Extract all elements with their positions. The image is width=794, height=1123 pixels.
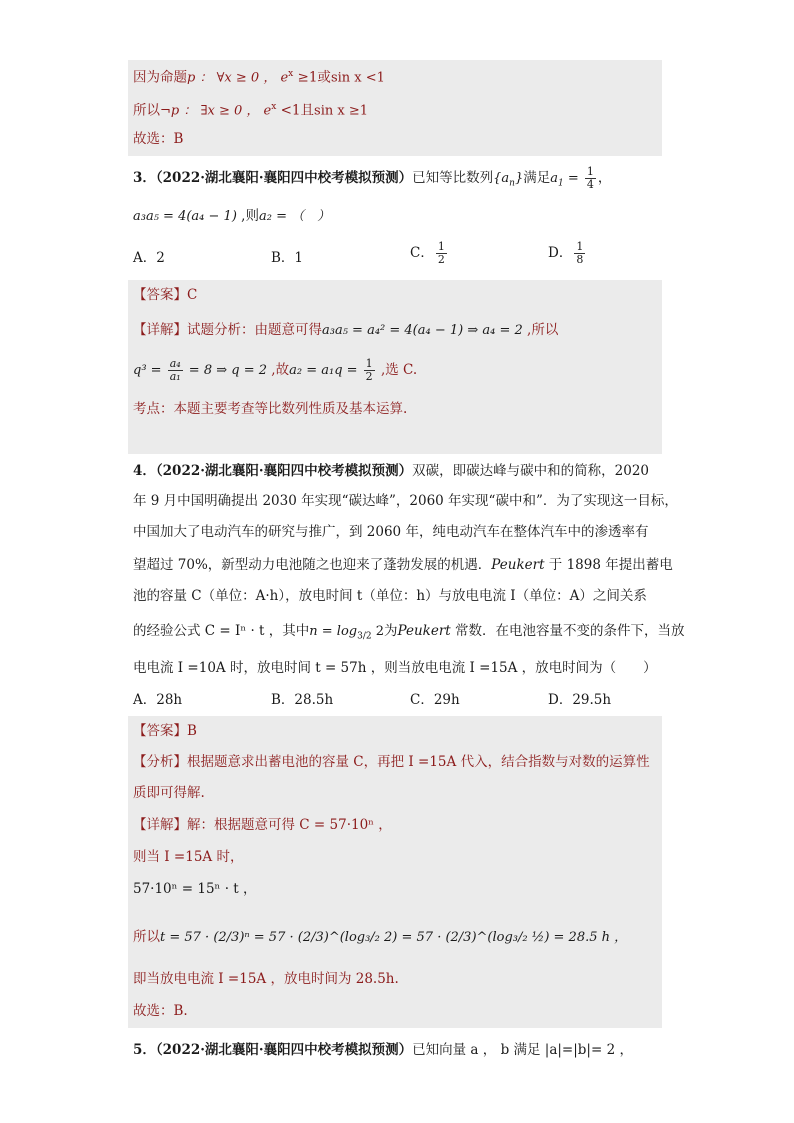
q2-line-3: 故选：B <box>133 131 184 147</box>
q4-analysis-2: 质即可得解. <box>133 785 205 801</box>
q4-stem-line-1: 4．（2022·湖北襄阳·襄阳四中校考模拟预测）双碳，即碳达峰与碳中和的简称，2020 <box>133 463 649 479</box>
q3-option-b: B．1 <box>271 250 304 266</box>
q4-stem-line-2: 年 9 月中国明确提出 2030 年实现“碳达峰”，2060 年实现“碳中和”．为了实现这一目标， <box>133 493 678 509</box>
q4-option-a: A．28h <box>133 692 183 708</box>
q4-option-b: B．28.5h <box>271 692 334 708</box>
q4-detail-3: 57·10ⁿ = 15ⁿ · t ， <box>133 881 257 897</box>
q3-option-d: D． $\frac{1}{8}$ <box>548 240 584 266</box>
q2-line-2: 所以¬p ： ∃x ≥ 0 ， $e^x <1$且sin x ≥1 <box>133 102 368 119</box>
q4-stem-line-6: 的经验公式 C = Iⁿ · t ，其中$n = \log_{3/2} 2$为Peukert 常数．在电池容量不变的条件下，当放 <box>133 623 685 642</box>
q3-stem-line-2: a₃a₅ = 4(a₄ − 1) ,则a₂ = （ ） <box>133 208 331 224</box>
q4-answer: 【答案】B <box>133 723 197 739</box>
q2-line-1: 因为命题p ： ∀x ≥ 0 ， $e^x \ge 1$或sin x <1 <box>133 69 385 86</box>
q4-option-c: C．29h <box>410 692 460 708</box>
q3-fraction: $\frac{1}{4}$ <box>586 165 594 191</box>
q4-stem-line-5: 池的容量 C（单位：A·h），放电时间 t（单位：h）与放电电流 I（单位：A）之间关系 <box>133 588 647 604</box>
q4-analysis-1: 【分析】根据题意求出蓄电池的容量 C，再把 I =15A 代入，结合指数与对数的运算性 <box>133 754 650 770</box>
q4-detail-4: 所以t = 57 · (2/3)ⁿ = 57 · (2/3)^(log₃/₂ 2) = 57 · (2/3)^(log₃/₂ ½) = 28.5 h ， <box>133 929 628 945</box>
q4-stem-line-3: 中国加大了电动汽车的研究与推广，到 2060 年，纯电动汽车在整体汽车中的渗透率有 <box>133 524 649 540</box>
q3-answer: 【答案】C <box>133 287 198 303</box>
q4-detail-6: 故选：B. <box>133 1003 188 1019</box>
q3-detail-2: q³ = $\frac{\text{a₄}}{\text{a₁}}$ = 8 ⇒ q = 2 ,故a₂ = a₁q = $\frac{1}{2}$ ,选 C. <box>133 357 418 383</box>
q4-option-d: D．29.5h <box>548 692 612 708</box>
q4-stem-line-4: 望超过 70%，新型动力电池随之也迎来了蓬勃发展的机遇．Peukert 于 1898 年提出蓄电 <box>133 557 673 573</box>
q3-option-a: A．2 <box>133 250 165 266</box>
q5-stem-line-1: 5．（2022·湖北襄阳·襄阳四中校考模拟预测）已知向量 a ， b 满足 |a|=|b|= 2 ， <box>133 1042 633 1058</box>
q4-stem-line-7: 电电流 I =10A 时，放电时间 t = 57h ，则当放电电流 I =15A ，放电时间为（ ） <box>133 660 657 676</box>
q4-detail-5: 即当放电电流 I =15A ，放电时间为 28.5h. <box>133 971 399 987</box>
q3-option-c: C． $\frac{1}{2}$ <box>410 240 445 266</box>
q3-detail-1: 【详解】试题分析：由题意可得a₃a₅ = a₄² = 4(a₄ − 1) ⇒ a₄ = 2 ,所以 <box>133 322 559 338</box>
q4-detail-1: 【详解】解：根据题意可得 C = 57·10ⁿ ， <box>133 817 392 833</box>
q3-stem-line-1: 3．（2022·湖北襄阳·襄阳四中校考模拟预测）已知等比数列$\{a_n\}$满足$a_1$ = $\frac{1}{4}$ ， <box>133 165 612 191</box>
q4-detail-2: 则当 I =15A 时， <box>133 849 244 865</box>
q3-point: 考点：本题主要考查等比数列性质及基本运算. <box>133 401 408 417</box>
